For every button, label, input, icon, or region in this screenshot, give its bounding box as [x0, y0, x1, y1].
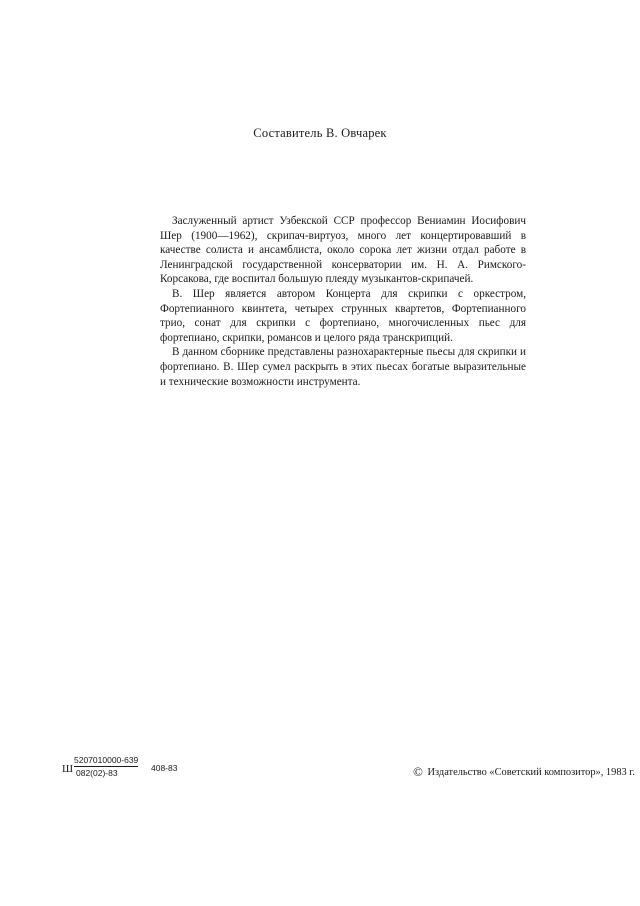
catalog-code-denominator: 082(02)-83 [76, 768, 118, 778]
copyright-notice [413, 764, 635, 780]
copyright-text: Издательство «Советский композитор», 1983 г. [427, 767, 635, 778]
catalog-code-letter: Ш [62, 763, 74, 775]
annotation-text [160, 214, 526, 389]
catalog-code [62, 755, 192, 787]
copyright-icon: © [413, 764, 423, 779]
compiler-credit: Составитель В. Овчарек [253, 126, 387, 140]
paragraph-works: В. Шер является автором Концерта для скрипки с оркестром, Фортепианного квинтета, четырех струнных квартетов, Фортепианного трио, сонат для скрипки с фортепиано, многочисленных пьес для фортепиано, скрипки, романсов и целого ряда транскрипций. [160, 287, 526, 344]
catalog-code-suffix: 408-83 [151, 763, 178, 773]
paragraph-biography: Заслуженный артист Узбекской ССР профессор Вениамин Иосифович Шер (1900—1962), скрипач-виртуоз, много лет концертировавший в качестве солиста и ансамблиста, около сорока лет жизни отдал работе в Ленинградской государственной консерватории им. Н. А. Римского-Корсакова, где воспитал большую плеяду музыкантов-скрипачей. [160, 215, 526, 286]
catalog-code-numerator: 5207010000-639 [74, 755, 139, 765]
paragraph-collection: В данном сборнике представлены разнохарактерные пьесы для скрипки и фортепиано. В. Шер сумел раскрыть в этих пьесах богатые выразительные и технические возможности инструмента. [160, 346, 526, 388]
